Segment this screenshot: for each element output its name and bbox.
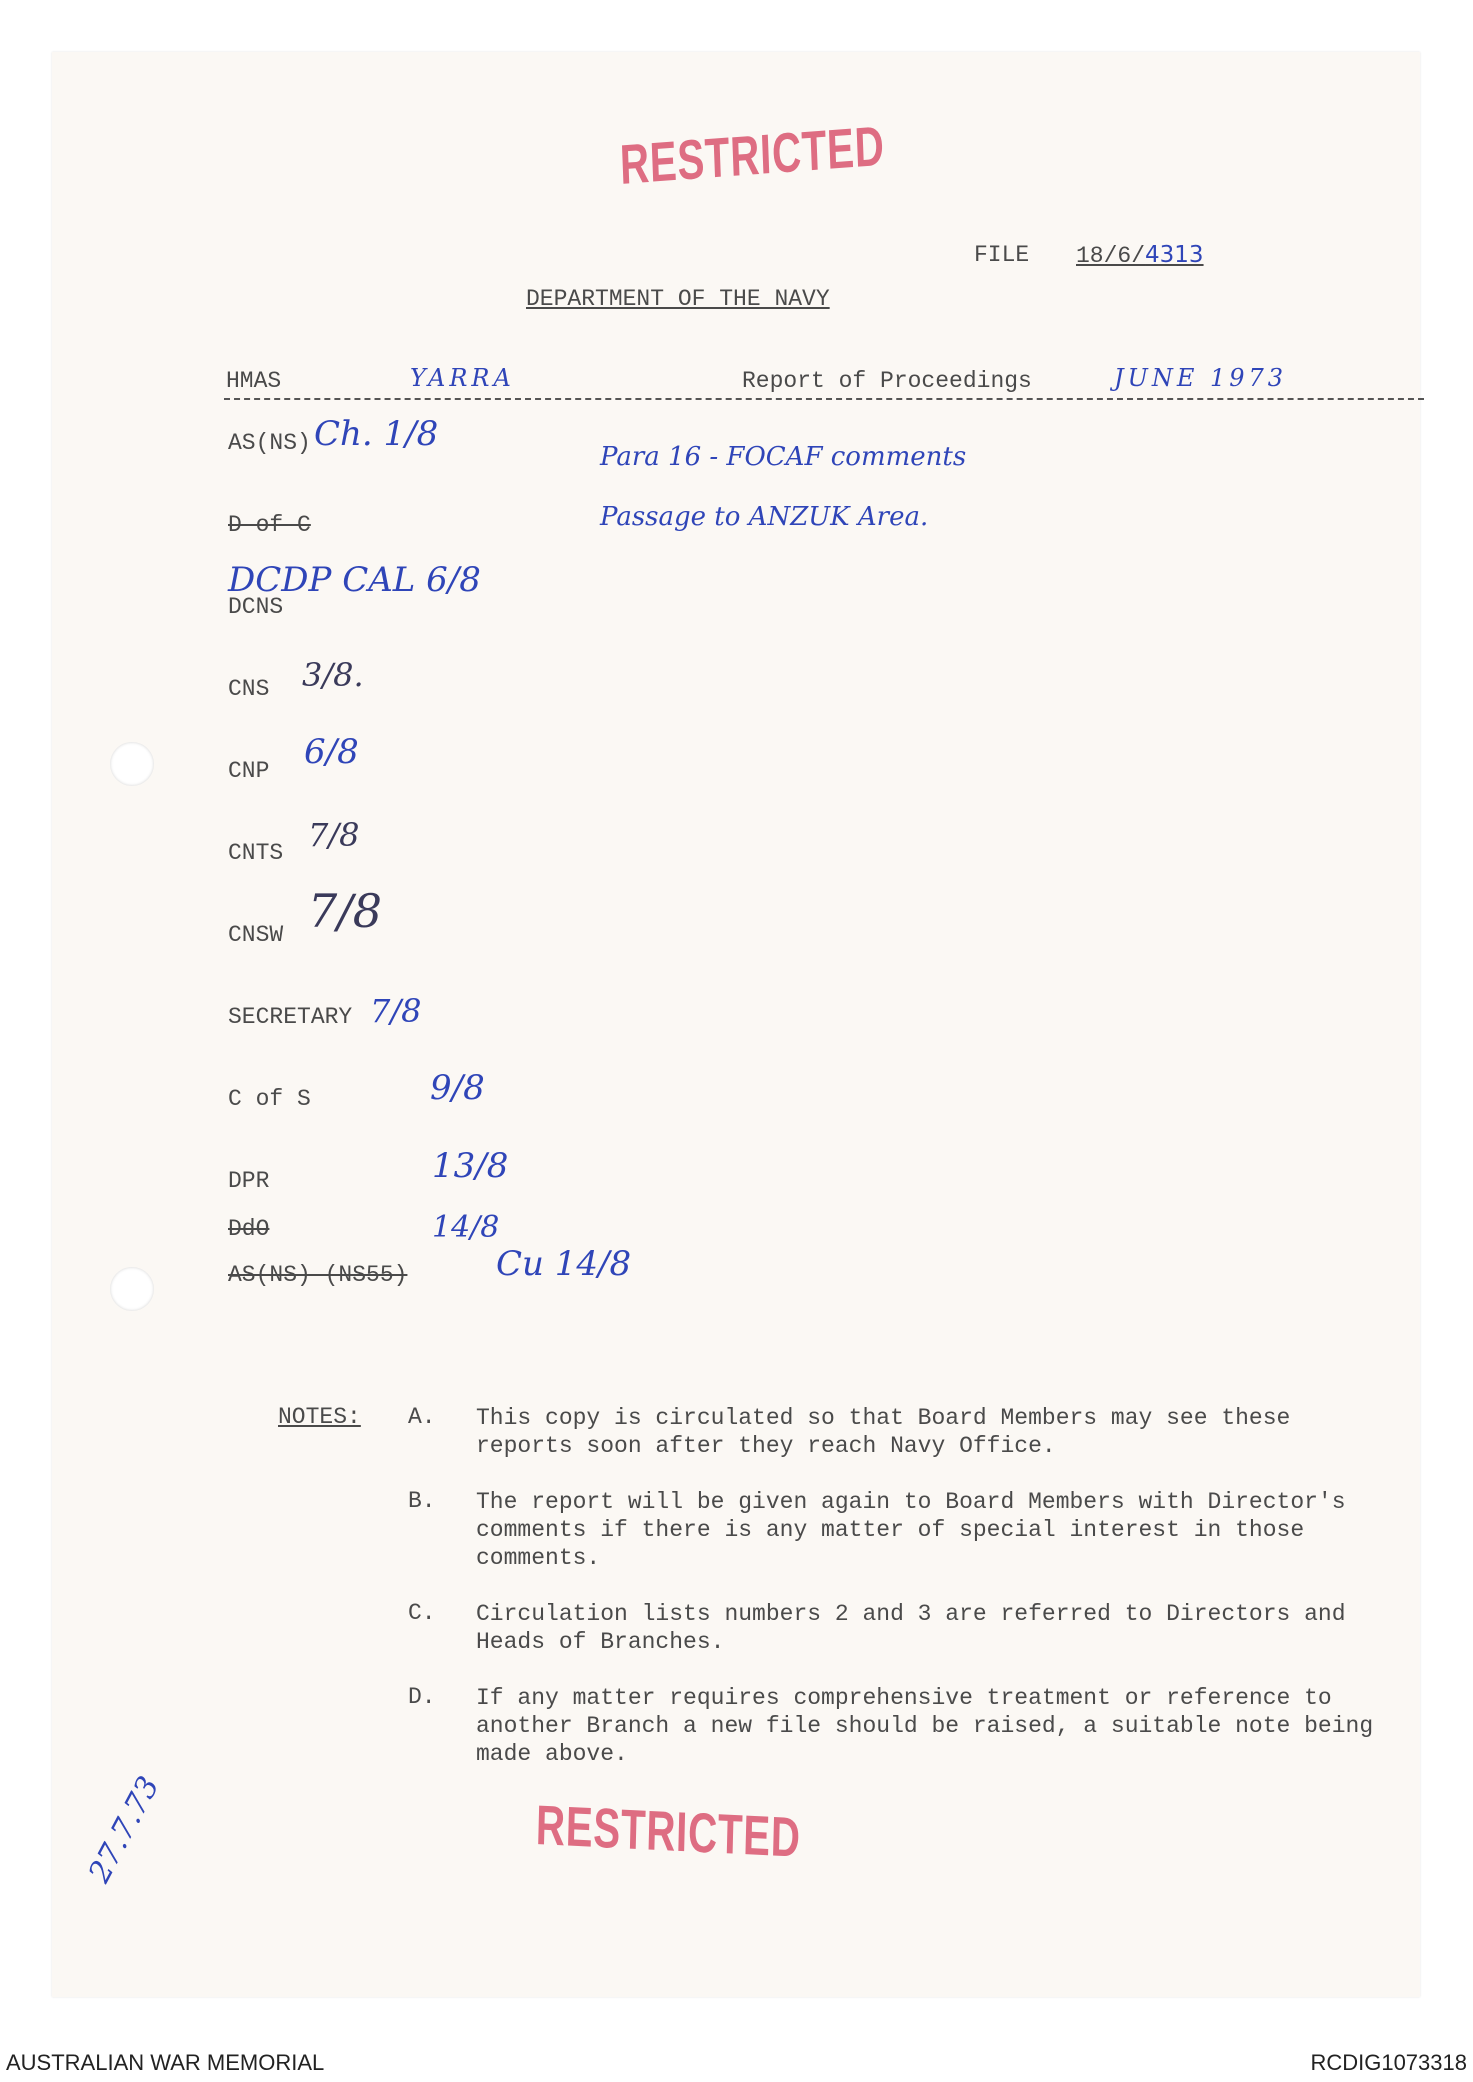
- punch-hole-bottom: [110, 1267, 154, 1311]
- routing-initial: Cu 14/8: [496, 1244, 632, 1284]
- note-text: This copy is circulated so that Board Members may see these reports soon after they reach Navy Office.: [476, 1405, 1291, 1459]
- margin-date-note: 27.7.73: [82, 1770, 167, 1889]
- routing-code: DdO: [228, 1216, 270, 1242]
- department-title: DEPARTMENT OF THE NAVY: [526, 286, 830, 312]
- routing-initial: 7/8: [370, 992, 422, 1030]
- notes-label: NOTES:: [278, 1404, 361, 1430]
- routing-code: AS(NS): [228, 430, 311, 456]
- report-label: Report of Proceedings: [742, 368, 1032, 394]
- routing-initial: 13/8: [432, 1146, 509, 1186]
- note-text: The report will be given again to Board Members with Director's comments if there is any matter of special interest in those comments.: [476, 1489, 1346, 1571]
- file-label: FILE: [974, 242, 1030, 268]
- routing-code: AS(NS) (NS55): [228, 1262, 408, 1288]
- restricted-stamp-top: RESTRICTED: [618, 113, 886, 196]
- routing-code: CNSW: [228, 922, 284, 948]
- routing-initial: 3/8.: [302, 656, 364, 694]
- routing-code: D of C: [228, 512, 311, 538]
- file-number-hand: 4313: [1145, 242, 1204, 268]
- routing-initial: 14/8: [432, 1210, 500, 1245]
- footer-left: AUSTRALIAN WAR MEMORIAL: [6, 2050, 325, 2075]
- routing-code: SECRETARY: [228, 1004, 353, 1030]
- vessel-name: YARRA: [410, 364, 515, 392]
- note-letter: C.: [408, 1600, 436, 1626]
- annotation-line-2: Passage to ANZUK Area.: [600, 502, 929, 532]
- annotation-line-1: Para 16 - FOCAF comments: [600, 442, 967, 472]
- file-number: [1076, 242, 1204, 269]
- routing-code: DCNS: [228, 594, 284, 620]
- note-letter: B.: [408, 1488, 436, 1514]
- routing-code: CNTS: [228, 840, 284, 866]
- file-number-typed: 18/6/: [1076, 243, 1146, 269]
- document-page: [52, 52, 1420, 1997]
- restricted-stamp-bottom: RESTRICTED: [535, 1793, 802, 1869]
- routing-code: C of S: [228, 1086, 311, 1112]
- routing-code: CNP: [228, 758, 270, 784]
- routing-initial: 7/8: [308, 884, 383, 938]
- routing-initial: 7/8: [308, 816, 360, 854]
- note-text: Circulation lists numbers 2 and 3 are referred to Directors and Heads of Branches.: [476, 1601, 1346, 1655]
- routing-initial: Ch. 1/8: [314, 414, 439, 454]
- routing-initial: 9/8: [430, 1068, 485, 1108]
- routing-code: CNS: [228, 676, 270, 702]
- header-rule: [224, 398, 1424, 400]
- punch-hole-top: [110, 742, 154, 786]
- note-letter: D.: [408, 1684, 436, 1710]
- routing-initial: 6/8: [304, 732, 359, 772]
- note-text: If any matter requires comprehensive treatment or reference to another Branch a new file should be raised, a suitable note being made above.: [476, 1685, 1374, 1767]
- routing-code: DPR: [228, 1168, 270, 1194]
- vessel-label: HMAS: [226, 368, 282, 394]
- note-letter: A.: [408, 1404, 436, 1430]
- report-period: JUNE 1973: [1114, 364, 1288, 392]
- footer-right: RCDIG1073318: [1310, 2050, 1467, 2075]
- routing-initial: DCDP CAL 6/8: [228, 560, 481, 600]
